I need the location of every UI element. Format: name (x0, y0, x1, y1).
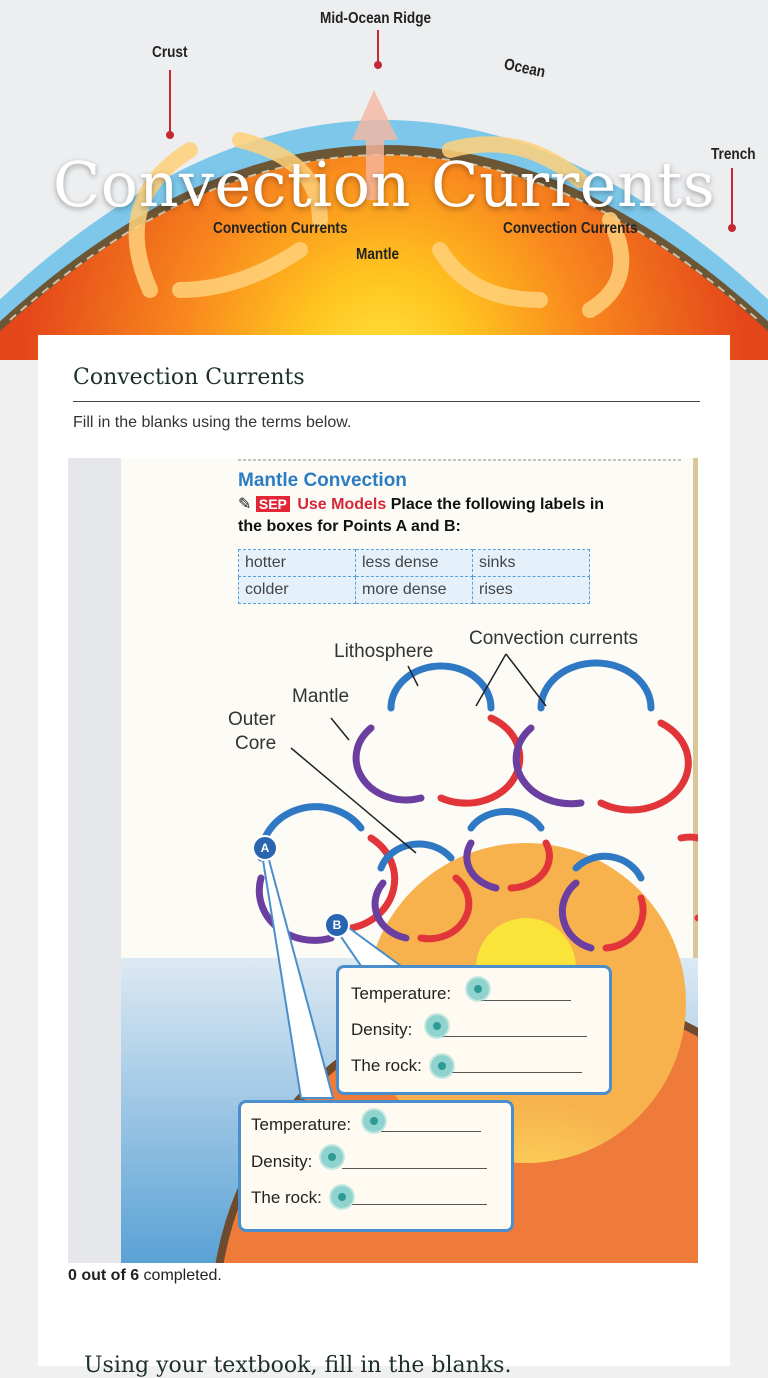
term-cell: more dense (356, 577, 473, 604)
progress-count: 0 out of 6 (68, 1267, 140, 1284)
blank-line (452, 1072, 582, 1073)
term-cell: colder (239, 577, 356, 604)
box-a-rock-label: The rock: (251, 1188, 322, 1207)
terms-table (238, 549, 590, 604)
terms-row (239, 577, 590, 604)
progress-status (68, 1267, 222, 1285)
instructions-text: Fill in the blanks using the terms below. (73, 414, 352, 431)
outer-label: Outer (228, 709, 276, 730)
blank-line (481, 1000, 571, 1001)
blank-line (342, 1168, 487, 1169)
blank-b-rock[interactable] (431, 1055, 453, 1077)
term-cell: rises (473, 577, 590, 604)
blank-line (442, 1036, 587, 1037)
divider (73, 401, 700, 402)
sep-prompt: Place the following labels in (390, 496, 605, 513)
sep-instruction (238, 494, 604, 514)
worksheet-page (121, 458, 698, 1263)
sep-prompt-2: the boxes for Points A and B: (238, 518, 461, 535)
box-b-density-row (351, 1020, 587, 1040)
header-banner (0, 0, 768, 360)
pencil-icon: ✎ (238, 496, 252, 513)
box-a-rock-row (251, 1188, 487, 1208)
trench-label: Trench (711, 146, 756, 163)
box-b-temperature-label: Temperature: (351, 984, 452, 1003)
blank-a-temperature[interactable] (363, 1110, 385, 1132)
term-cell: hotter (239, 550, 356, 577)
mantle-diagram-label: Mantle (292, 686, 350, 707)
mid-ocean-ridge-label: Mid-Ocean Ridge (320, 10, 432, 27)
point-b-marker: B (324, 912, 350, 938)
blank-a-rock[interactable] (331, 1186, 353, 1208)
convection-currents-label: Convection currents (469, 628, 638, 649)
worksheet-card (38, 335, 730, 1378)
progress-suffix: completed. (139, 1267, 222, 1284)
blank-b-temperature[interactable] (467, 978, 489, 1000)
blank-b-density[interactable] (426, 1015, 448, 1037)
crust-label: Crust (152, 44, 188, 61)
box-b-rock-row (351, 1056, 582, 1076)
box-b-rock-label: The rock: (351, 1056, 422, 1075)
convection-right-label: Convection Currents (503, 220, 638, 237)
convection-left-label: Convection Currents (213, 220, 348, 237)
point-a-marker: A (252, 835, 278, 861)
blank-line (381, 1131, 481, 1132)
figure-title: Mantle Convection (238, 470, 407, 491)
box-a-density-row (251, 1152, 487, 1172)
core-label: Core (235, 733, 277, 754)
lithosphere-label: Lithosphere (334, 641, 434, 662)
blank-line (352, 1204, 487, 1205)
sep-label: Use Models (297, 496, 387, 513)
box-a-density-label: Density: (251, 1152, 313, 1171)
term-cell: sinks (473, 550, 590, 577)
section-title: Convection Currents (73, 365, 305, 390)
next-question-title: Using your textbook, fill in the blanks. (84, 1353, 512, 1378)
ocean-label: Ocean (502, 56, 547, 82)
worksheet-image (68, 458, 698, 1263)
box-b-density-label: Density: (351, 1020, 413, 1039)
page-title: Convection Currents (52, 148, 716, 221)
terms-row (239, 550, 590, 577)
box-a-temperature-label: Temperature: (251, 1115, 352, 1134)
mantle-label: Mantle (356, 246, 400, 263)
box-b-temperature-row (351, 984, 571, 1004)
sep-badge: SEP (256, 496, 290, 512)
term-cell: less dense (356, 550, 473, 577)
blank-a-density[interactable] (321, 1146, 343, 1168)
